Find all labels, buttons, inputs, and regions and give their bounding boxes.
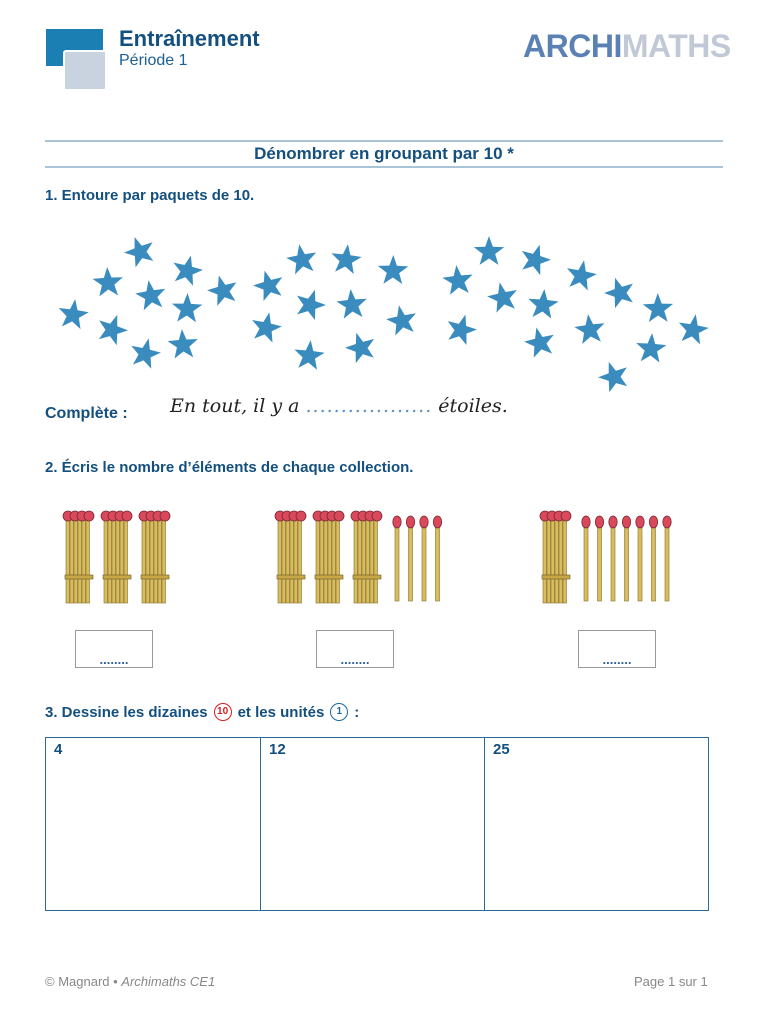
- match-single-icon: [582, 516, 590, 601]
- one-symbol-icon: 1: [330, 703, 348, 721]
- star-icon: [171, 292, 202, 322]
- answer-box-1[interactable]: [75, 630, 153, 668]
- title-rule-bottom: [45, 166, 723, 168]
- star-icon: [522, 324, 558, 359]
- cell-number: 25: [493, 741, 510, 758]
- answer-box-2[interactable]: [316, 630, 394, 668]
- match-single-icon: [420, 516, 428, 601]
- match-single-icon: [622, 516, 630, 601]
- match-single-icon: [636, 516, 644, 601]
- star-icon: [384, 302, 419, 336]
- star-icon: [250, 266, 287, 302]
- exercise-1-instruction: 1. Entoure par paquets de 10.: [45, 187, 255, 204]
- star-icon: [248, 309, 284, 344]
- sheet-title: Dénombrer en groupant par 10 *: [254, 144, 514, 163]
- cell-number: 12: [269, 741, 286, 758]
- complete-label: Complète :: [45, 405, 128, 422]
- match-single-icon: [433, 516, 441, 601]
- exercise-3-text-end: :: [354, 703, 360, 721]
- match-single-icon: [393, 516, 401, 601]
- answer-dots[interactable]: ..................: [305, 395, 433, 417]
- match-bundle-icon: [540, 511, 571, 603]
- sentence-start: En tout, il y a: [170, 395, 300, 417]
- complete-sentence: [170, 395, 508, 417]
- star-icon: [127, 335, 163, 370]
- star-icon: [594, 357, 632, 394]
- star-icon: [601, 273, 639, 310]
- answer-box-3[interactable]: [578, 630, 656, 668]
- star-icon: [378, 255, 409, 284]
- star-icon: [204, 272, 241, 308]
- star-icon: [635, 332, 667, 363]
- star-icon: [284, 242, 319, 276]
- star-icon: [485, 279, 521, 314]
- logo-block-grey: [63, 50, 107, 91]
- header-subtitle: Période 1: [119, 52, 188, 69]
- match-bundle-icon: [101, 511, 132, 603]
- star-icon: [643, 293, 674, 322]
- brand-logo-part2: MATHS: [621, 28, 731, 64]
- header-title: Entraînement: [119, 26, 260, 51]
- star-icon: [120, 232, 158, 270]
- match-single-icon: [663, 516, 671, 601]
- match-bundle-icon: [139, 511, 170, 603]
- footer-copyright: [45, 974, 215, 989]
- brand-logo-part1: ARCHI: [523, 28, 622, 64]
- star-icon: [335, 288, 368, 319]
- star-icon: [292, 285, 330, 322]
- title-rule-top: [45, 140, 723, 142]
- answer-box-2-dots: ........: [340, 652, 370, 667]
- drawing-cell-1[interactable]: [46, 738, 261, 910]
- star-icon: [329, 242, 363, 274]
- star-icon: [441, 263, 474, 295]
- sentence-end: étoiles.: [438, 395, 508, 417]
- footer-book: Archimaths CE1: [121, 974, 216, 989]
- exercise-3-instruction: [45, 703, 359, 721]
- star-icon: [167, 328, 199, 359]
- drawing-grid: [45, 737, 709, 911]
- star-icon: [92, 266, 124, 296]
- exercise-3-text-2: et les unités: [237, 703, 325, 721]
- answer-box-1-dots: ........: [99, 652, 129, 667]
- match-bundle-icon: [351, 511, 382, 603]
- match-single-icon: [595, 516, 603, 601]
- star-icon: [564, 257, 599, 291]
- exercise-2-instruction: 2. Écris le nombre d’éléments de chaque collection.: [45, 459, 414, 476]
- drawing-cell-3[interactable]: [485, 738, 707, 910]
- star-icon: [517, 240, 555, 277]
- star-icon: [56, 297, 90, 330]
- answer-box-3-dots: ........: [602, 652, 632, 667]
- match-single-icon: [609, 516, 617, 601]
- match-single-icon: [649, 516, 657, 601]
- exercise-3-text-1: 3. Dessine les dizaines: [45, 703, 208, 721]
- footer-page-number: Page 1 sur 1: [634, 974, 708, 989]
- stars-collection[interactable]: [55, 230, 715, 395]
- footer-publisher: © Magnard •: [45, 974, 122, 989]
- star-icon: [573, 312, 607, 344]
- star-icon: [342, 328, 380, 365]
- star-icon: [443, 310, 480, 346]
- star-icon: [474, 236, 504, 265]
- match-single-icon: [406, 516, 414, 601]
- star-icon: [527, 288, 560, 319]
- match-bundle-icon: [63, 511, 94, 603]
- drawing-cell-2[interactable]: [261, 738, 485, 910]
- matches-collections: [55, 505, 695, 615]
- cell-number: 4: [54, 741, 63, 758]
- match-bundle-icon: [313, 511, 344, 603]
- star-icon: [133, 278, 168, 311]
- match-bundle-icon: [275, 511, 306, 603]
- brand-logo: [523, 28, 731, 65]
- ten-symbol-icon: 10: [214, 703, 232, 721]
- star-icon: [93, 310, 131, 347]
- star-icon: [293, 338, 326, 370]
- star-icon: [676, 312, 711, 346]
- star-icon: [169, 252, 205, 287]
